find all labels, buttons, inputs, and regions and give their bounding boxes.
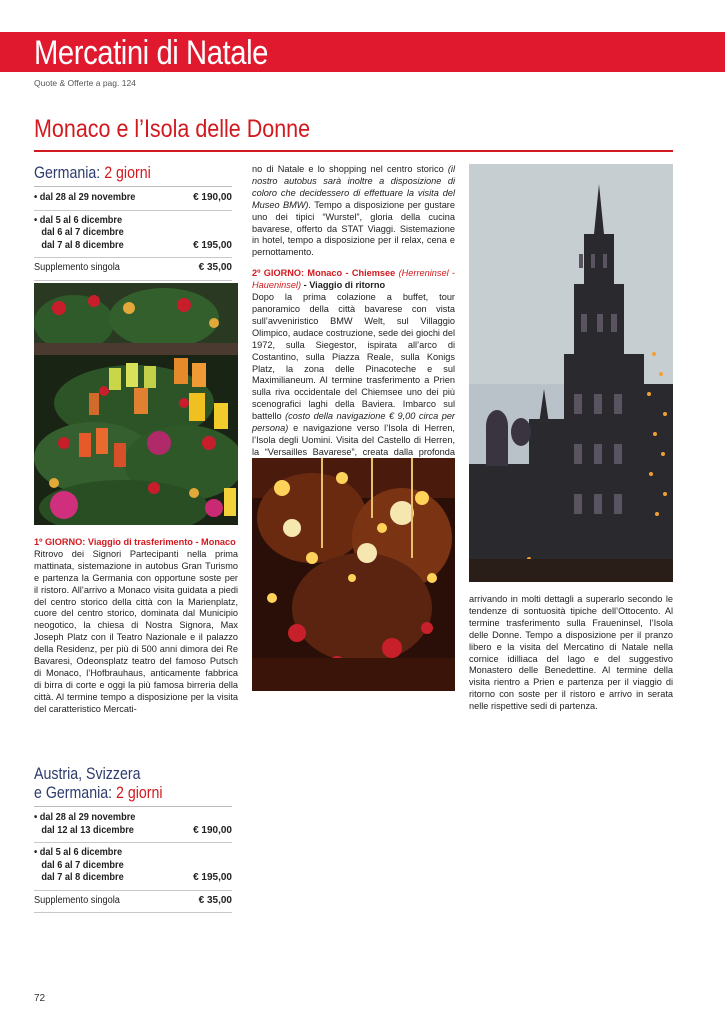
price-row — [34, 860, 232, 873]
supplement-value: € 35,00 — [198, 262, 232, 273]
tour1-title-days: 2 giorni — [104, 164, 151, 182]
supplement-row — [34, 895, 232, 908]
price-date: dal 7 al 8 dicembre — [41, 239, 124, 251]
price-value: € 195,00 — [193, 872, 232, 883]
tour2-title-rule — [34, 806, 232, 807]
paragraph-gap — [252, 259, 455, 268]
supplement-value: € 35,00 — [198, 894, 232, 906]
tour2-price-table — [34, 812, 232, 913]
tour2-title-days: 2 giorni — [116, 784, 163, 802]
price-value: € 190,00 — [193, 824, 232, 836]
market-stall-photo — [252, 458, 455, 691]
day2-conclusion: arrivando in molti dettagli a superarlo secondo le tendenze di sontuosità tipiche dell’Ottocento. Al termine trasferimento sulla Fraueninsel, l’Isola delle Donne. Tempo a disposizione per il pranzo libero e la visita del Mercatino di Natale nella cornice idilliaca del lago e del suggestivo Monastero delle Benedettine. Al termine della visita rientro a Prien e partenza per il viaggio di ritorno con soste per il ristoro e arrivo in serata nelle rispettive sedi di partenza. — [469, 594, 673, 712]
tour2-title-prefix: e Germania: — [34, 784, 117, 802]
price-date: dal 7 al 8 dicembre — [41, 872, 124, 883]
supplement-label: Supplemento singola — [34, 894, 120, 906]
price-date: • dal 5 al 6 dicembre — [34, 847, 123, 858]
price-divider — [34, 210, 232, 211]
column2-text — [252, 164, 455, 506]
price-row — [34, 192, 232, 205]
town-hall-illustration — [469, 164, 673, 582]
section-divider — [34, 150, 673, 152]
munich-town-hall-photo — [469, 164, 673, 582]
day1-text: Ritrovo dei Signori Partecipanti nella prima mattinata, sistemazione in autobus Gran Turismo e partenza la Germania con opportune soste per il ristoro. All’arrivo a Monaco visita guidata a piedi del centro storico della città con la Marienplatz, cuore del centro storico, dominata dal Municipio neogotico, la chiesa di Nostra Signora, Max Joseph Platz con il Teatro Nazionale e il palazzo della Residenz, per più di 500 anni dimora dei Re Bavaresi, Odeonsplatz teatro del famoso Putsch di Monaco, l’Hofbrauhaus, anticamente fabbrica di birra di corte e oggi la più famosa birreria della città. Al termine tempo a disposizione per la visita del caratteristico Mercati- — [34, 548, 238, 714]
supplement-row — [34, 262, 232, 275]
price-row — [34, 227, 232, 240]
price-divider — [34, 257, 232, 258]
price-date: • dal 5 al 6 dicembre — [34, 214, 123, 226]
price-row — [34, 215, 232, 228]
price-row — [34, 825, 232, 838]
day2-text-tail: e navigazione verso l’Isola di Herren, l’Isola degli Uomini. Visita del Castello di Herren, la “Versailles Bavarese”, creata dalla profonda — [252, 423, 455, 457]
day1-heading: 1º GIORNO: Viaggio di trasferimento - Monaco — [34, 537, 236, 547]
price-divider — [34, 842, 232, 843]
tour1-title-prefix: Germania: — [34, 164, 105, 182]
page-title: Mercatini di Natale — [34, 34, 268, 72]
tour2-title — [34, 784, 204, 803]
supplement-label: Supplemento singola — [34, 262, 120, 273]
price-divider — [34, 912, 232, 913]
tour1-price-table — [34, 192, 232, 281]
price-date: dal 6 al 7 dicembre — [41, 859, 124, 871]
tour1-title — [34, 164, 204, 183]
price-divider — [34, 890, 232, 891]
day2-heading-tail: - Viaggio di ritorno — [301, 280, 386, 291]
price-date: dal 12 al 13 dicembre — [41, 824, 134, 836]
page-number: 72 — [34, 993, 46, 1004]
quote-reference: Quote & Offerte a pag. 124 — [34, 78, 136, 88]
market-stall-illustration — [252, 458, 455, 691]
price-divider — [34, 280, 232, 281]
tour1-block — [34, 164, 232, 281]
day1-description — [34, 537, 238, 716]
price-row — [34, 812, 232, 825]
tour2-title-line1: Austria, Svizzera — [34, 765, 141, 783]
day2-heading-note: (Herreninsel - Haueninsel) — [252, 268, 455, 291]
price-date: dal 6 al 7 dicembre — [41, 227, 124, 238]
price-date: • dal 28 al 29 novembre — [34, 812, 136, 823]
day2-cost-note: (costo della navigazione € 9,00 circa per persona) — [252, 411, 455, 434]
day2-text: Dopo la prima colazione a buffet, tour panoramico della città bavarese con vista sull’avveniristico BMW Welt, sul Villaggio Olimpico, audace costruzione, sede dei giochi del 1972, sulla Siegestor, ispirata all’arco di Costantino, sulla Piazza Reale, sulla Konigs Platz, la zona delle Pinacoteche e sul Maximilianeum. Al termine trasferimento a Prien sulla riva occidentale del Chiemsee uno dei più scenografici laghi della Baviera. Imbarco sul battello — [252, 292, 455, 422]
section-title: Monaco e l’Isola delle Donne — [34, 115, 311, 143]
price-row — [34, 872, 232, 885]
price-row — [34, 240, 232, 253]
advent-wreaths-illustration — [34, 283, 238, 525]
price-row — [34, 847, 232, 860]
advent-wreaths-photo — [34, 283, 238, 525]
day2-heading: 2º GIORNO: Monaco - Chiemsee — [252, 268, 399, 279]
price-value: € 195,00 — [193, 239, 232, 251]
price-value: € 190,00 — [193, 192, 232, 203]
price-date: • dal 28 al 29 novembre — [34, 192, 136, 203]
day1-continuation-tail: Tempo a disposizione per gustare uno dei tipici “Wurstel”, gloria della cucina bavarese, offerto da STAT Viaggi. Sistemazione in hotel, tempo a disposizione per il relax, cena e pernottamento. — [252, 199, 455, 258]
tour1-title-rule — [34, 186, 232, 187]
day1-continuation-note: (il nostro autobus sarà inoltre a disposizione di coloro che decidessero di effettuare la visita del Museo BMW). — [252, 164, 455, 210]
column3-text — [469, 594, 673, 713]
tour2-block — [34, 765, 232, 913]
day1-continuation: no di Natale e lo shopping nel centro storico — [252, 164, 448, 174]
